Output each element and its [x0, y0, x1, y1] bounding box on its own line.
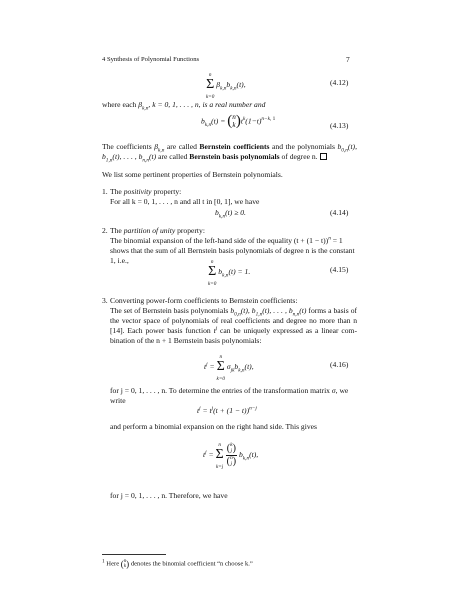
item3-paragraph: The set of Bernstein basis polynomials $b_{0,n}(t)$, $b_{1,n}(t)$, . . . , $b_{n,n}(t)$ forms a basis of the vector space of polynomials of real coefficients and degree no more than n [14]. Each power basis function $t^j$ can be uniquely expressed as a linear com- bination of the n + 1 Bernstein basis polynomials: — [110, 306, 358, 346]
footnote-rule — [102, 554, 166, 555]
item2-text-3: 1, i.e., — [110, 256, 129, 265]
equation-tj-expand: $t^j = t^j(t + (1 - t))^{n-j}$ — [197, 405, 257, 415]
equation-number: (4.16) — [330, 360, 349, 369]
item1-text: For all k = 0, 1, . . . , n and all t in [0, 1], we have — [110, 197, 260, 206]
qed-box — [320, 153, 327, 160]
paragraph-list-intro: We list some pertinent properties of Bernstein polynomials. — [102, 170, 283, 179]
equation-tj-bernstein: $t^j = n$ Σ k=j (k j) (n j) $b_{k,n}(t)$, — [203, 441, 259, 471]
item1-title: The positivity property: — [110, 187, 182, 196]
paragraph-for-j: for j = 0, 1, . . . , n. To determine the entries of the transformation matrix σ, we — [110, 386, 349, 395]
item3-title: Converting power-form coefficients to Bernstein coefficients: — [110, 296, 298, 305]
item2-text-2: shows that the sum of all Bernstein basis polynomials of degree n is the constant — [110, 246, 355, 255]
equation-number: (4.15) — [330, 265, 349, 274]
list-number: 2. — [102, 226, 108, 235]
equation-number: (4.14) — [330, 208, 349, 217]
paragraph-therefore: for j = 0, 1, . . . , n. Therefore, we have — [110, 491, 228, 500]
paragraph-where-beta: where each $\beta_{k,n}$, k = 0, 1, . . . , n, is a real number and — [102, 100, 266, 112]
list-number: 3. — [102, 296, 108, 305]
paragraph-perform: and perform a binomial expansion on the right hand side. This gives — [110, 422, 317, 431]
equation-4-16: $t^j = n$ Σ k=0 $\sigma_{jk}b_{k,n}(t)$, — [204, 354, 254, 383]
paragraph-write: write — [110, 396, 126, 405]
equation-number: (4.13) — [330, 121, 349, 130]
list-number: 1. — [102, 187, 108, 196]
equation-4-13: $b_{k,n}(t) = (n$ $k)t^k(1-t)^{n-k, 1}$ — [201, 113, 276, 130]
footnote: $^1$ Here (n k) denotes the binomial coefficient “n choose k.” — [102, 558, 253, 570]
equation-4-14: $b_{k,n}(t) \ge 0$. — [215, 208, 246, 220]
equation-4-12: n Σ k=0 $\beta_{k,n}b_{k,n}(t)$, — [206, 72, 246, 101]
paragraph-bernstein-definition: The coefficients $\beta_{k,n}$ are called Bernstein coefficients and the polynomials $b_{0,n}(t)$, $b_{1,n}(t)$, . . . , $b_{n,n}(t)$ are called Bernstein basis polynomials of degree n. — [102, 142, 357, 164]
equation-4-15: n Σ k=0 $b_{k,n}(t) = 1$. — [208, 259, 251, 288]
item2-text-1: The binomial expansion of the left-hand side of the equality $(t + (1 - t))^n = 1$ — [110, 235, 343, 245]
item2-title: The partition of unity property: — [110, 226, 205, 235]
page-number: 7 — [346, 55, 350, 64]
running-header: 4 Synthesis of Polynomial Functions — [102, 56, 200, 63]
equation-number: (4.12) — [330, 78, 349, 87]
